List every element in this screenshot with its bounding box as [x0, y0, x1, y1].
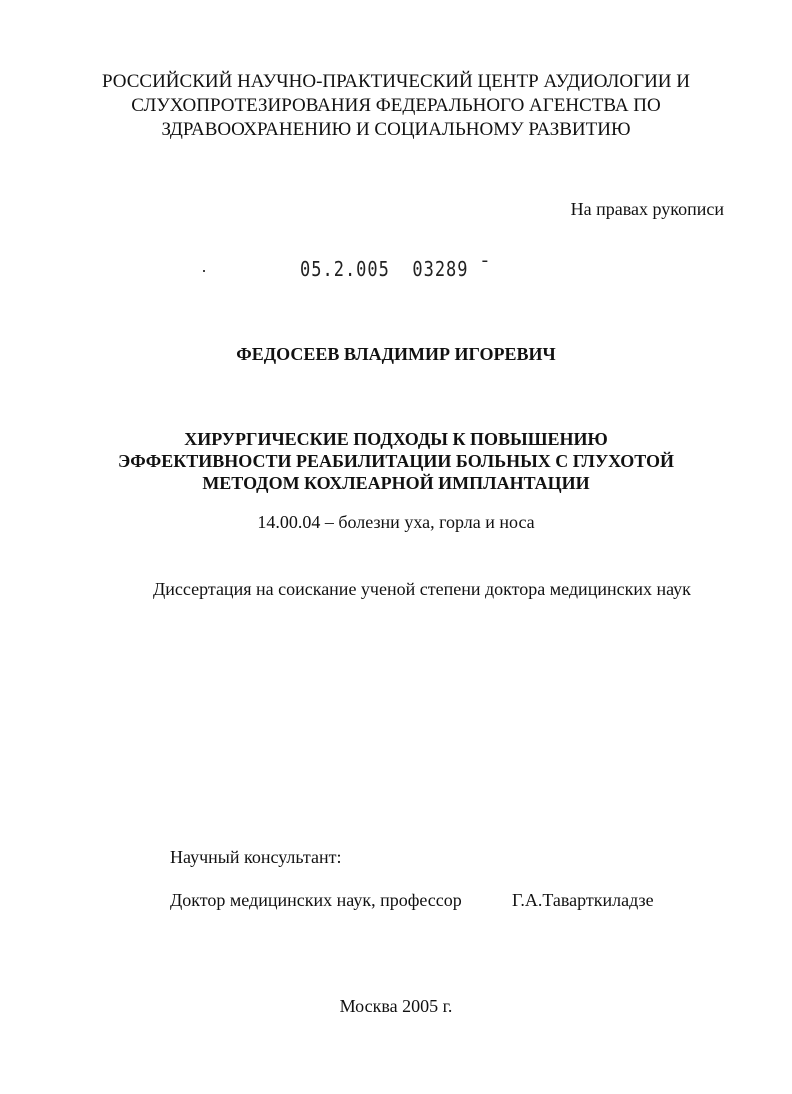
city-year: Москва 2005 г. — [339, 996, 453, 1016]
title-line: ЭФФЕКТИВНОСТИ РЕАБИЛИТАЦИИ БОЛЬНЫХ С ГЛУХОТОЙ — [117, 451, 675, 471]
title-line: ХИРУРГИЧЕСКИЕ ПОДХОДЫ К ПОВЫШЕНИЮ — [184, 429, 608, 449]
specialty-code: 14.00.04 – болезни уха, горла и носа — [257, 512, 535, 532]
consultant-name: Г.А.Таварткиладзе — [512, 890, 654, 910]
title-line: МЕТОДОМ КОХЛЕАРНОЙ ИМПЛАНТАЦИИ — [202, 473, 590, 493]
author-name: ФЕДОСЕЕВ ВЛАДИМИР ИГОРЕВИЧ — [236, 344, 556, 364]
registration-stamp: 05.2.005 03289 ¯ — [300, 258, 491, 282]
organization-line: РОССИЙСКИЙ НАУЧНО-ПРАКТИЧЕСКИЙ ЦЕНТР АУДИОЛОГИИ И — [101, 71, 690, 92]
manuscript-note: На правах рукописи — [570, 199, 724, 219]
consultant-label: Научный консультант: — [170, 847, 342, 867]
organization-line: СЛУХОПРОТЕЗИРОВАНИЯ ФЕДЕРАЛЬНОГО АГЕНСТВА ПО — [131, 95, 661, 116]
dissertation-title — [60, 428, 732, 494]
scan-speck — [203, 270, 205, 272]
organization-header — [60, 70, 732, 142]
dissertation-type: Диссертация на соискание ученой степени доктора медицинских наук — [153, 579, 691, 599]
organization-line: ЗДРАВООХРАНЕНИЮ И СОЦИАЛЬНОМУ РАЗВИТИЮ — [161, 119, 631, 140]
consultant-degree: Доктор медицинских наук, профессор — [170, 890, 462, 910]
